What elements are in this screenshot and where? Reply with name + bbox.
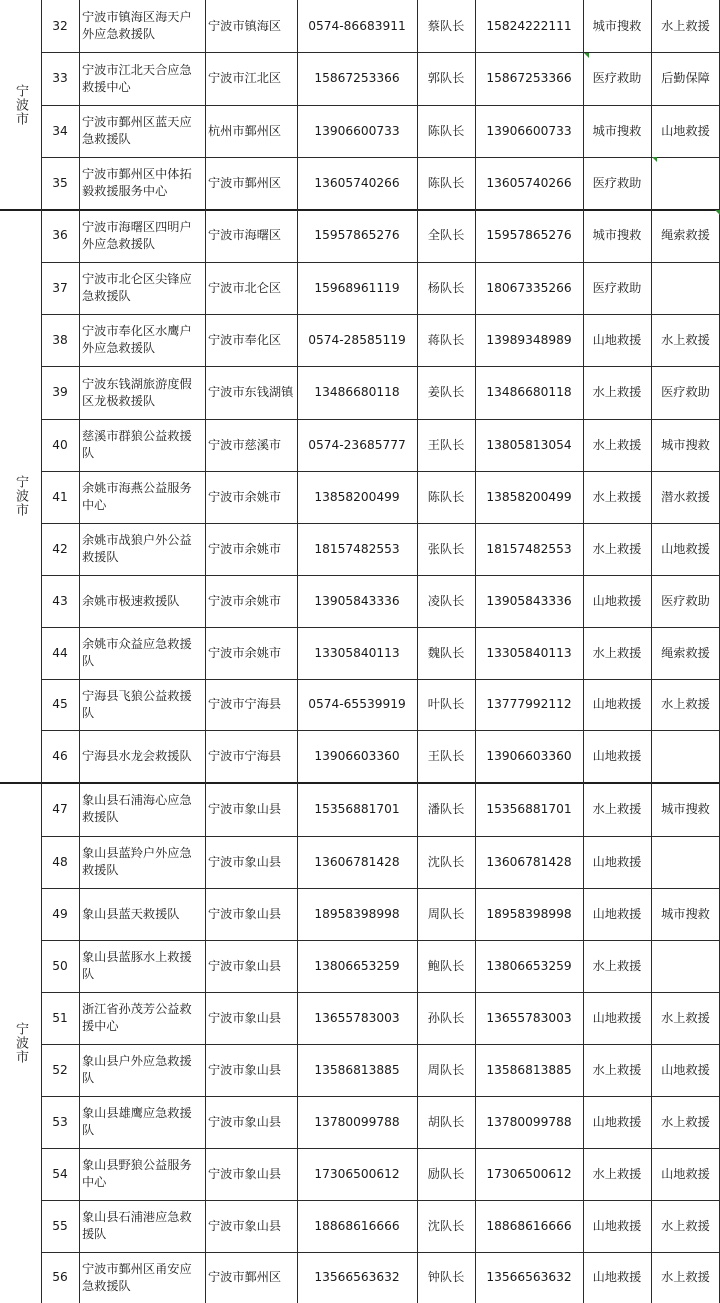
specialty-primary: 山地救援 [592,1218,642,1233]
row-divider [41,105,720,106]
team-name: 余姚市众益应急救援队 [82,637,192,668]
team-area: 宁波市象山县 [208,1010,282,1025]
specialty-secondary: 山地救援 [661,123,710,138]
team-name: 慈溪市群狼公益救援队 [82,429,192,460]
row-divider [41,1148,720,1149]
specialty-primary: 山地救援 [592,906,642,921]
row-divider [41,366,720,367]
specialty-secondary: 医疗救助 [661,385,710,399]
leader-mobile: 15824222111 [486,18,572,33]
team-name: 余姚市极速救援队 [82,593,180,608]
row-divider [0,209,720,211]
row-number: 56 [52,1270,68,1284]
row-number: 45 [52,697,68,711]
team-leader: 潘队长 [427,801,465,816]
leader-mobile: 13989348989 [486,332,572,347]
specialty-secondary: 水上救援 [661,1114,710,1129]
team-phone: 13305840113 [314,645,400,660]
specialty-secondary: 城市搜救 [661,801,710,816]
specialty-secondary: 城市搜救 [661,906,710,921]
leader-mobile: 13566563632 [486,1270,572,1284]
specialty-primary: 山地救援 [592,1010,642,1025]
specialty-secondary: 医疗救助 [661,593,710,608]
specialty-primary: 山地救援 [592,332,642,347]
leader-mobile: 17306500612 [486,1166,572,1181]
row-number: 46 [52,748,68,763]
team-phone: 13906603360 [314,748,400,763]
specialty-secondary: 山地救援 [661,1062,710,1077]
column-divider [79,0,80,1303]
leader-mobile: 13906603360 [486,748,572,763]
row-number: 39 [52,385,68,399]
specialty-secondary [651,836,720,888]
leader-mobile: 13655783003 [486,1010,572,1025]
team-leader: 钟队长 [427,1270,465,1284]
row-divider [41,1044,720,1045]
team-name: 象山县野狼公益服务中心 [82,1158,192,1189]
team-name: 余姚市战狼户外公益救援队 [82,533,192,564]
leader-mobile: 18157482553 [486,541,572,556]
column-divider [205,0,206,1303]
team-area: 宁波市镇海区 [208,18,282,33]
team-name: 浙江省孙茂芳公益救援中心 [82,1002,192,1033]
team-phone: 18157482553 [314,541,400,556]
leader-mobile: 13780099788 [486,1114,572,1129]
team-area: 宁波市象山县 [208,1218,282,1233]
team-name: 象山县蓝天救援队 [82,906,180,921]
row-divider [41,575,720,576]
team-area: 宁波市象山县 [208,958,282,973]
row-divider [41,1252,720,1253]
row-number: 36 [52,228,68,242]
specialty-primary: 医疗救助 [592,71,642,85]
team-leader: 沈队长 [427,854,465,869]
team-phone: 0574-65539919 [308,697,406,711]
city-group-label: 宁波市 [13,83,28,126]
row-divider [41,262,720,263]
team-area: 宁波市江北区 [208,71,282,85]
team-phone: 0574-28585119 [308,332,406,347]
specialty-secondary: 水上救援 [661,1270,710,1284]
team-phone: 15356881701 [314,801,400,816]
specialty-primary: 城市搜救 [592,18,642,33]
specialty-secondary: 绳索救援 [661,228,710,242]
leader-mobile: 13806653259 [486,958,572,973]
team-phone: 17306500612 [314,1166,400,1181]
row-divider [41,679,720,680]
specialty-primary: 水上救援 [592,801,642,816]
cell-comment-marker [652,157,657,162]
row-divider [41,52,720,53]
cell-comment-marker [584,53,589,58]
row-divider [41,157,720,158]
specialty-secondary: 水上救援 [661,1010,710,1025]
team-area: 宁波市余姚市 [208,489,282,504]
team-leader: 姜队长 [427,385,465,399]
team-area: 宁波市象山县 [208,801,282,816]
team-area: 宁波市奉化区 [208,332,282,347]
row-divider [41,940,720,941]
team-leader: 叶队长 [427,697,465,711]
specialty-primary: 水上救援 [592,489,642,504]
team-name: 宁波市鄞州区甬安应急救援队 [82,1261,192,1293]
team-name: 余姚市海燕公益服务中心 [82,481,192,512]
row-divider [41,1096,720,1097]
specialty-primary: 水上救援 [592,1166,642,1181]
specialty-primary: 山地救援 [592,854,642,869]
specialty-secondary [651,940,720,992]
leader-mobile: 18868616666 [486,1218,572,1233]
leader-mobile: 15957865276 [486,228,572,242]
row-number: 43 [52,593,68,608]
team-area: 宁波市慈溪市 [208,437,282,452]
team-leader: 胡队长 [427,1114,465,1129]
row-number: 34 [52,123,68,138]
row-divider [41,419,720,420]
row-number: 32 [52,18,68,33]
leader-mobile: 13305840113 [486,645,572,660]
leader-mobile: 13586813885 [486,1062,572,1077]
team-area: 宁波市海曙区 [208,228,282,242]
team-area: 宁波市宁海县 [208,697,282,711]
leader-mobile: 15867253366 [486,71,572,85]
specialty-secondary: 城市搜救 [661,437,710,452]
specialty-secondary: 水上救援 [661,332,710,347]
column-divider [417,0,418,1303]
specialty-primary: 水上救援 [592,437,642,452]
row-divider [41,314,720,315]
team-name: 象山县户外应急救援队 [82,1054,192,1085]
row-divider [41,888,720,889]
specialty-primary: 山地救援 [592,1114,642,1129]
row-number: 42 [52,541,68,556]
specialty-primary: 水上救援 [592,1062,642,1077]
specialty-secondary: 后勤保障 [661,71,710,85]
specialty-primary: 山地救援 [592,748,642,763]
team-area: 宁波市鄞州区 [208,1270,282,1284]
team-leader: 周队长 [427,906,465,921]
team-name: 象山县石浦海心应急救援队 [82,793,192,824]
team-phone: 13566563632 [314,1270,400,1284]
specialty-primary: 医疗救助 [592,280,642,295]
team-phone: 13655783003 [314,1010,400,1025]
team-area: 宁波市余姚市 [208,541,282,556]
leader-mobile: 13605740266 [486,175,572,190]
row-number: 33 [52,71,68,85]
team-phone: 15957865276 [314,228,400,242]
specialty-primary: 山地救援 [592,593,642,608]
team-leader: 郭队长 [427,71,465,85]
team-name: 象山县雄鹰应急救援队 [82,1106,192,1137]
row-number: 40 [52,437,68,452]
team-leader: 周队长 [427,1062,465,1077]
specialty-primary: 水上救援 [592,958,642,973]
specialty-primary: 山地救援 [592,1270,642,1284]
team-area: 宁波市余姚市 [208,645,282,660]
leader-mobile: 18958398998 [486,906,572,921]
team-leader: 王队长 [427,437,465,452]
team-phone: 18868616666 [314,1218,400,1233]
specialty-secondary: 山地救援 [661,541,710,556]
team-name: 象山县蓝豚水上救援队 [82,950,192,981]
cell-comment-marker [715,210,720,215]
specialty-primary: 水上救援 [592,541,642,556]
row-divider [41,627,720,628]
column-divider [41,0,42,1303]
row-divider [41,992,720,993]
team-leader: 蒋队长 [427,332,465,347]
city-group-label: 宁波市 [13,1021,28,1064]
team-phone: 15968961119 [314,280,400,295]
team-phone: 13780099788 [314,1114,400,1129]
column-divider [475,0,476,1303]
leader-mobile: 13486680118 [486,385,572,399]
team-area: 宁波市象山县 [208,1114,282,1129]
specialty-secondary [651,730,720,782]
team-area: 宁波市东钱湖镇 [208,385,294,399]
row-divider [41,471,720,472]
team-phone: 13486680118 [314,385,400,399]
team-phone: 18958398998 [314,906,400,921]
team-leader: 魏队长 [427,645,465,660]
row-number: 50 [52,958,68,973]
team-name: 象山县蓝羚户外应急救援队 [82,846,192,877]
team-area: 宁波市象山县 [208,1166,282,1181]
team-name: 宁波市鄞州区中体拓毅救援服务中心 [82,167,192,198]
team-area: 宁波市鄞州区 [208,175,282,190]
city-group-label: 宁波市 [13,474,28,517]
specialty-primary: 山地救援 [592,697,642,711]
row-number: 37 [52,280,68,295]
team-phone: 13906600733 [314,123,400,138]
team-phone: 0574-23685777 [308,437,406,452]
team-name: 象山县石浦港应急救援队 [82,1210,192,1241]
row-divider [41,1200,720,1201]
row-number: 48 [52,854,68,869]
row-number: 41 [52,489,68,504]
row-number: 44 [52,645,68,660]
team-leader: 孙队长 [427,1010,465,1025]
team-phone: 13858200499 [314,489,400,504]
team-leader: 张队长 [427,541,465,556]
row-divider [41,730,720,731]
specialty-secondary: 水上救援 [661,18,710,33]
row-number: 35 [52,175,68,190]
leader-mobile: 15356881701 [486,801,572,816]
specialty-primary: 城市搜救 [592,228,642,242]
team-name: 宁波市海曙区四明户外应急救援队 [82,219,192,251]
team-area: 宁波市北仑区 [208,280,282,295]
row-number: 54 [52,1166,68,1181]
team-phone: 13806653259 [314,958,400,973]
team-leader: 杨队长 [427,280,465,295]
team-phone: 0574-86683911 [308,18,406,33]
leader-mobile: 18067335266 [486,280,572,295]
team-leader: 鲍队长 [427,958,465,973]
specialty-primary: 水上救援 [592,645,642,660]
leader-mobile: 13858200499 [486,489,572,504]
team-area: 宁波市象山县 [208,906,282,921]
specialty-primary: 医疗救助 [592,175,642,190]
leader-mobile: 13805813054 [486,437,572,452]
team-phone: 13586813885 [314,1062,400,1077]
row-number: 47 [52,801,68,816]
specialty-secondary: 山地救援 [661,1166,710,1181]
team-leader: 王队长 [427,748,465,763]
row-number: 38 [52,332,68,347]
specialty-secondary: 水上救援 [661,1218,710,1233]
team-phone: 13605740266 [314,175,400,190]
row-divider [41,523,720,524]
team-name: 宁海县飞狼公益救援队 [82,688,192,720]
team-leader: 陈队长 [427,175,465,190]
specialty-secondary: 水上救援 [661,697,710,711]
team-name: 宁海县水龙会救援队 [82,748,192,763]
team-name: 宁波市北仑区尖锋应急救援队 [82,272,192,303]
team-name: 宁波市镇海区海天户外应急救援队 [82,10,192,41]
team-name: 宁波东钱湖旅游度假区龙极救援队 [82,376,192,408]
team-area: 宁波市余姚市 [208,593,282,608]
row-number: 52 [52,1062,68,1077]
row-divider [41,836,720,837]
row-divider [0,782,720,784]
leader-mobile: 13777992112 [486,697,572,711]
specialty-primary: 城市搜救 [592,123,642,138]
team-name: 宁波市奉化区水鹰户外应急救援队 [82,324,192,355]
specialty-primary: 水上救援 [592,385,642,399]
team-area: 宁波市宁海县 [208,748,282,763]
column-divider [297,0,298,1303]
team-leader: 励队长 [427,1166,465,1181]
team-phone: 13905843336 [314,593,400,608]
team-leader: 全队长 [427,228,465,242]
team-name: 宁波市鄞州区蓝天应急救援队 [82,115,192,146]
team-leader: 沈队长 [427,1218,465,1233]
specialty-secondary: 潜水救援 [661,489,710,504]
team-name: 宁波市江北天合应急救援中心 [82,62,192,94]
team-leader: 蔡队长 [427,18,465,33]
row-number: 55 [52,1218,68,1233]
row-number: 51 [52,1010,68,1025]
team-area: 宁波市象山县 [208,1062,282,1077]
row-number: 49 [52,906,68,921]
row-number: 53 [52,1114,68,1129]
team-area: 宁波市象山县 [208,854,282,869]
team-phone: 13606781428 [314,854,400,869]
team-phone: 15867253366 [314,71,400,85]
leader-mobile: 13606781428 [486,854,572,869]
team-area: 杭州市鄞州区 [208,123,282,138]
specialty-secondary [651,262,720,314]
column-divider [583,0,584,1303]
specialty-secondary: 绳索救援 [661,645,710,660]
leader-mobile: 13906600733 [486,123,572,138]
specialty-secondary [651,157,720,209]
team-leader: 凌队长 [427,593,465,608]
leader-mobile: 13905843336 [486,593,572,608]
team-leader: 陈队长 [427,489,465,504]
team-leader: 陈队长 [427,123,465,138]
column-divider [651,0,652,1303]
